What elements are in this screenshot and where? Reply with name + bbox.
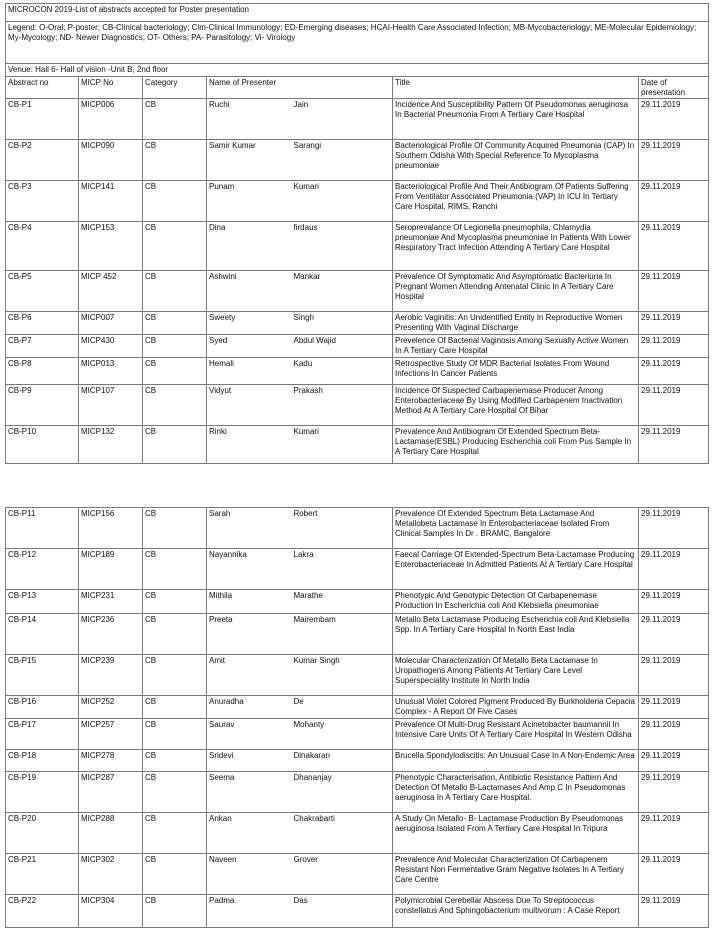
date-cell: 29.11.2019 <box>639 312 709 335</box>
micp-no-cell: MICP013 <box>79 358 143 385</box>
date-cell: 29.11.2019 <box>639 358 709 385</box>
presenter-last-name-cell: Kumari <box>292 181 393 222</box>
presenter-first-name-cell: Anuradha <box>207 696 292 719</box>
table-row <box>6 895 709 928</box>
category-cell: CB <box>143 772 207 813</box>
abstract-no-cell: CB-P19 <box>6 772 79 813</box>
table-row <box>6 508 709 549</box>
micp-no-cell: MICP007 <box>79 312 143 335</box>
table-row <box>6 614 709 655</box>
category-cell: CB <box>143 271 207 312</box>
table-row <box>6 140 709 181</box>
presenter-last-name-cell: Marathe <box>292 590 393 614</box>
date-cell: 29.11.2019 <box>639 614 709 655</box>
title-cell: Faecal Carriage Of Extended-Spectrum Beta-Lactamase Producing Enterobacteriaceae In Admitted Patients At A Tertiary Care Hospital <box>393 549 639 590</box>
category-cell: CB <box>143 719 207 750</box>
venue: Venue: Hall 6- Hall of vision -Unit B, 2nd floor <box>6 64 709 77</box>
abstract-no-cell: CB-P9 <box>6 385 79 426</box>
abstract-no-cell: CB-P6 <box>6 312 79 335</box>
date-cell: 29.11.2019 <box>639 813 709 854</box>
presenter-first-name-cell: Naveen <box>207 854 292 895</box>
title-cell: Incidence Of Suspected Carbapenemase Producer Among Enterobacteriaceae By Using Modified Carbapenem Inactivation Method At A Tertiary Care Hospital Of Bihar <box>393 385 639 426</box>
abstract-no-cell: CB-P3 <box>6 181 79 222</box>
title-cell: A Study On Metallo- B- Lactamase Production By Pseudomonas aeruginosa Isolated From A Tertiary Care Hospital In Tripura <box>393 813 639 854</box>
date-cell: 29.11.2019 <box>639 181 709 222</box>
abstract-no-cell: CB-P11 <box>6 508 79 549</box>
presenter-first-name-cell: Ankan <box>207 813 292 854</box>
presenter-last-name-cell: Mohanty <box>292 719 393 750</box>
category-cell: CB <box>143 813 207 854</box>
presenter-first-name-cell: Ruchi <box>207 99 292 140</box>
presenter-first-name-cell: Samir Kumar <box>207 140 292 181</box>
category-cell: CB <box>143 426 207 464</box>
presenter-first-name-cell: Preeta <box>207 614 292 655</box>
presenter-first-name-cell: Ashwini <box>207 271 292 312</box>
micp-no-cell: MICP006 <box>79 99 143 140</box>
abstract-no-cell: CB-P17 <box>6 719 79 750</box>
category-cell: CB <box>143 385 207 426</box>
category-cell: CB <box>143 655 207 696</box>
presenter-last-name-cell: Abdul Wajid <box>292 335 393 358</box>
date-cell: 29.11.2019 <box>639 426 709 464</box>
presenter-first-name-cell: Sweety <box>207 312 292 335</box>
abstract-no-cell: CB-P10 <box>6 426 79 464</box>
presenter-last-name-cell: Singh <box>292 312 393 335</box>
presenter-first-name-cell: Syed <box>207 335 292 358</box>
category-cell: CB <box>143 335 207 358</box>
date-cell: 29.11.2019 <box>639 335 709 358</box>
micp-no-cell: MICP231 <box>79 590 143 614</box>
category-cell: CB <box>143 508 207 549</box>
title-cell: Prevalence Of Extended Spectrum Beta Lactamase And Metallobeta Lactamase In Enterobacteriaceae Isolated From Clinical Samples In Dr . BRAMC, Bangalore <box>393 508 639 549</box>
abstract-no-cell: CB-P13 <box>6 590 79 614</box>
category-cell: CB <box>143 696 207 719</box>
date-cell: 29.11.2019 <box>639 140 709 181</box>
table-row <box>6 426 709 464</box>
table-row <box>6 590 709 614</box>
presenter-last-name-cell: Kumari <box>292 426 393 464</box>
table-row <box>6 696 709 719</box>
date-cell: 29.11.2019 <box>639 271 709 312</box>
abstract-no-cell: CB-P20 <box>6 813 79 854</box>
presenter-last-name-cell: Mairembam <box>292 614 393 655</box>
title-cell: Bacteriological Profile Of Community Acquired Pneumonia (CAP) In Southern Odisha With Special Reference To Mycoplasma pneumoniae <box>393 140 639 181</box>
presenter-last-name-cell: Jain <box>292 99 393 140</box>
category-cell: CB <box>143 895 207 928</box>
category-cell: CB <box>143 99 207 140</box>
title-cell: Prevalence And Antibiogram Of Extended Spectrum Beta-Lactamase(ESBL) Producing Escherichia coli From Pus Sample In A Tertiary Care Hospital <box>393 426 639 464</box>
micp-no-cell: MICP236 <box>79 614 143 655</box>
col-header-abstract-no: Abstract no <box>6 77 79 99</box>
date-cell: 29.11.2019 <box>639 655 709 696</box>
title-cell: Prevalence Of Symptomatic And Asymptomatic Bacteriuria In Pregnant Women Attending Antenatal Clinic In A Tertiary Care Hospital <box>393 271 639 312</box>
category-cell: CB <box>143 750 207 772</box>
date-cell: 29.11.2019 <box>639 696 709 719</box>
presenter-last-name-cell: Grover <box>292 854 393 895</box>
title-cell: Molecular Characterization Of Metallo Beta Lactamase In Uropathogens Among Patients At Tertiary Care Level Superspeciality Institute In North India <box>393 655 639 696</box>
category-cell: CB <box>143 614 207 655</box>
abstract-no-cell: CB-P12 <box>6 549 79 590</box>
title-cell: Phenotypic Characterisation, Antibiotic Resistance Pattern And Detection Of Metallo B-Lactamases And Amp C In Pseudomonas aeruginosa In A Tertiary Care Hospital. <box>393 772 639 813</box>
abstract-no-cell: CB-P5 <box>6 271 79 312</box>
category-cell: CB <box>143 312 207 335</box>
table-row <box>6 271 709 312</box>
table-row <box>6 813 709 854</box>
table-row <box>6 99 709 140</box>
category-cell: CB <box>143 181 207 222</box>
table-row <box>6 222 709 271</box>
table-row <box>6 750 709 772</box>
abstract-no-cell: CB-P16 <box>6 696 79 719</box>
date-cell: 29.11.2019 <box>639 508 709 549</box>
date-cell: 29.11.2019 <box>639 222 709 271</box>
title-cell: Prevalence Of Multi-Drug Resistant Acinetobacter baumannii In Intensive Care Units Of A Tertiary Care Hospital In Western Odisha <box>393 719 639 750</box>
col-header-title: Title <box>393 77 639 99</box>
title-cell: Aerobic Vaginitis: An Unidentified Entity In Reproductive Women Presenting With Vaginal Discharge <box>393 312 639 335</box>
col-header-micp-no: MICP No <box>79 77 143 99</box>
abstract-no-cell: CB-P8 <box>6 358 79 385</box>
table-row <box>6 385 709 426</box>
date-cell: 29.11.2019 <box>639 854 709 895</box>
date-cell: 29.11.2019 <box>639 719 709 750</box>
abstracts-table-page1 <box>5 3 709 464</box>
micp-no-cell: MICP 452 <box>79 271 143 312</box>
presenter-first-name-cell: Rinki <box>207 426 292 464</box>
col-header-presenter: Name of Presenter <box>207 77 393 99</box>
table-row <box>6 854 709 895</box>
presenter-last-name-cell: Mankar <box>292 271 393 312</box>
title-cell: Retrospective Study Of MDR Bacterial Isolates From Wound Infections In Cancer Patients <box>393 358 639 385</box>
abstract-no-cell: CB-P15 <box>6 655 79 696</box>
title-cell: Unusual Violet Colored Pigment Produced By Burkholderia Cepacia Complex - A Report Of Five Cases <box>393 696 639 719</box>
presenter-first-name-cell: Nayannika <box>207 549 292 590</box>
micp-no-cell: MICP430 <box>79 335 143 358</box>
abstract-no-cell: CB-P2 <box>6 140 79 181</box>
category-cell: CB <box>143 140 207 181</box>
table-row <box>6 655 709 696</box>
title-cell: Bacteriological Profile And Their Antibiogram Of Patients Suffering From Ventilator Associated Pneumonia (VAP) In ICU In Tertiary Care Hospital, RIMS, Ranchi <box>393 181 639 222</box>
presenter-last-name-cell: Kumar Singh <box>292 655 393 696</box>
presenter-last-name-cell: Prakash <box>292 385 393 426</box>
abstract-no-cell: CB-P21 <box>6 854 79 895</box>
table-row <box>6 719 709 750</box>
micp-no-cell: MICP090 <box>79 140 143 181</box>
title-cell: Brucella Spondylodiscitis: An Unusual Case In A Non-Endemic Area <box>393 750 639 772</box>
presenter-first-name-cell: Dina <box>207 222 292 271</box>
presenter-last-name-cell: firdaus <box>292 222 393 271</box>
presenter-first-name-cell: Sarah <box>207 508 292 549</box>
presenter-last-name-cell: Robert <box>292 508 393 549</box>
table-row <box>6 358 709 385</box>
table-row <box>6 549 709 590</box>
abstract-no-cell: CB-P1 <box>6 99 79 140</box>
presenter-last-name-cell: Kadu <box>292 358 393 385</box>
presenter-last-name-cell: Chakrabarti <box>292 813 393 854</box>
abstract-no-cell: CB-P22 <box>6 895 79 928</box>
presenter-last-name-cell: De <box>292 696 393 719</box>
document-title: MICROCON 2019-List of abstracts accepted for Poster presentation <box>6 4 709 22</box>
date-cell: 29.11.2019 <box>639 99 709 140</box>
presenter-first-name-cell: Padma <box>207 895 292 928</box>
date-cell: 29.11.2019 <box>639 385 709 426</box>
abstract-no-cell: CB-P4 <box>6 222 79 271</box>
title-cell: Prevalence And Molecular Characterization Of Carbapenem Resistant Non Fermentative Gram Negative Isolates In A Tertiary Care Centre <box>393 854 639 895</box>
table-row <box>6 772 709 813</box>
col-header-category: Category <box>143 77 207 99</box>
abstracts-table-page2 <box>5 507 709 928</box>
title-cell: Metallo Beta Lactamase Producing Escherichia coli And Klebsiella Spp. In A Tertiary Care Hospital In North East India <box>393 614 639 655</box>
micp-no-cell: MICP107 <box>79 385 143 426</box>
table-row <box>6 181 709 222</box>
presenter-first-name-cell: Amit <box>207 655 292 696</box>
title-cell: Incidence And Susceptibility Pattern Of Pseudomonas aeruginosa In Bacterial Pneumonia From A Tertiary Care Hospital <box>393 99 639 140</box>
presenter-first-name-cell: Vidyut <box>207 385 292 426</box>
micp-no-cell: MICP304 <box>79 895 143 928</box>
title-cell: Polymicrobial Cerebellar Abscess Due To Streptococcus constellatus And Sphingobacterium multivorum : A Case Report <box>393 895 639 928</box>
micp-no-cell: MICP239 <box>79 655 143 696</box>
date-cell: 29.11.2019 <box>639 772 709 813</box>
presenter-last-name-cell: Sarangi <box>292 140 393 181</box>
date-cell: 29.11.2019 <box>639 590 709 614</box>
table-row <box>6 312 709 335</box>
micp-no-cell: MICP189 <box>79 549 143 590</box>
micp-no-cell: MICP257 <box>79 719 143 750</box>
title-cell: Seroprevalance Of Legionella pneumophila, Chlamydia pneumoniae And Mycoplasma pneumoniae In Patients With Lower Respiratory Tract Infection Attending A Tertiary Care Hospital <box>393 222 639 271</box>
date-cell: 29.11.2019 <box>639 895 709 928</box>
micp-no-cell: MICP132 <box>79 426 143 464</box>
category-cell: CB <box>143 854 207 895</box>
micp-no-cell: MICP287 <box>79 772 143 813</box>
presenter-last-name-cell: Lakra <box>292 549 393 590</box>
title-cell: Prevelence Of Bacterial Vaginosis Among Sexually Active Women In A Tertiary Care Hospital <box>393 335 639 358</box>
micp-no-cell: MICP252 <box>79 696 143 719</box>
abstract-no-cell: CB-P7 <box>6 335 79 358</box>
presenter-first-name-cell: Hemali <box>207 358 292 385</box>
micp-no-cell: MICP141 <box>79 181 143 222</box>
abstract-no-cell: CB-P14 <box>6 614 79 655</box>
presenter-last-name-cell: Das <box>292 895 393 928</box>
category-cell: CB <box>143 590 207 614</box>
presenter-first-name-cell: Seema <box>207 772 292 813</box>
date-cell: 29.11.2019 <box>639 549 709 590</box>
presenter-first-name-cell: Sridevi <box>207 750 292 772</box>
col-header-date: Date of presentation <box>639 77 709 99</box>
category-cell: CB <box>143 358 207 385</box>
category-cell: CB <box>143 549 207 590</box>
micp-no-cell: MICP153 <box>79 222 143 271</box>
table-row <box>6 335 709 358</box>
presenter-first-name-cell: Saurav <box>207 719 292 750</box>
micp-no-cell: MICP288 <box>79 813 143 854</box>
presenter-first-name-cell: Punam <box>207 181 292 222</box>
micp-no-cell: MICP156 <box>79 508 143 549</box>
title-cell: Phenotypic And Genotypic Detection Of Carbapenemase Production In Escherichia coli And Klebsiella pneumoniae <box>393 590 639 614</box>
abstract-no-cell: CB-P18 <box>6 750 79 772</box>
presenter-last-name-cell: Dinakaran <box>292 750 393 772</box>
date-cell: 29.11.2019 <box>639 750 709 772</box>
presenter-last-name-cell: Dhananjay <box>292 772 393 813</box>
micp-no-cell: MICP278 <box>79 750 143 772</box>
category-cell: CB <box>143 222 207 271</box>
legend: Legend: O-Oral; P-poster; CB-Clinical bacteriology; Clm-Clinical Immunology; ED-Emerging diseases; HCAI-Health Care Associated Infection; MB-Mycobacteriology; ME-Molecular Epidemiology; My-Mycology; ND- Newer Diagnostics; OT- Others; PA- Parasitology; Vi- Virology <box>6 22 709 64</box>
presenter-first-name-cell: Mithila <box>207 590 292 614</box>
micp-no-cell: MICP302 <box>79 854 143 895</box>
